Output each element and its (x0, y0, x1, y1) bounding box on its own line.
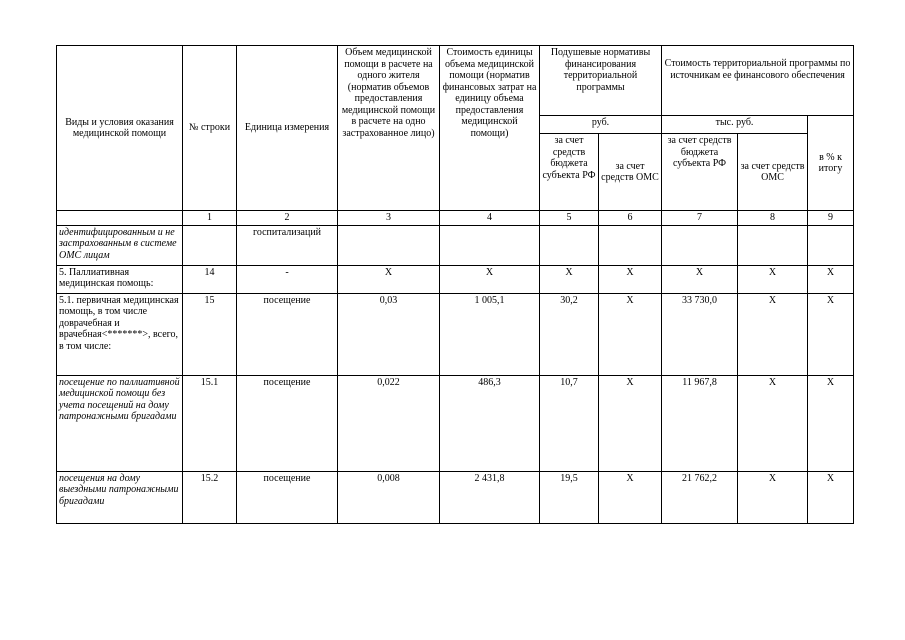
row-label: 5. Паллиативная медицинская помощь: (57, 265, 183, 293)
table-row (57, 293, 854, 375)
column-number-cell: 1 (183, 211, 237, 226)
row-cell: X (808, 293, 854, 375)
column-number-cell: 6 (599, 211, 662, 226)
header-per-capita: Подушевые нормативы финансирования территориальной программы (540, 46, 662, 116)
row-cell: X (738, 265, 808, 293)
row-cell: 15 (183, 293, 237, 375)
row-cell (540, 225, 599, 265)
row-cell (599, 225, 662, 265)
row-cell: X (808, 375, 854, 471)
header-volume: Объем медицинской помощи в расчете на одного жителя (норматив объемов предоставления медицинской помощи в расчете на одно застрахованное лицо) (338, 46, 440, 211)
table-row (57, 225, 854, 265)
row-cell: X (738, 375, 808, 471)
row-cell: X (440, 265, 540, 293)
row-cell: X (599, 265, 662, 293)
row-cell: X (808, 265, 854, 293)
row-cell: 486,3 (440, 375, 540, 471)
header-per-capita-budget: за счет средств бюджета субъекта РФ (540, 134, 599, 211)
row-cell: X (599, 471, 662, 523)
header-percent-total: в % к итогу (808, 116, 854, 211)
row-label: посещения на дому выездными патронажными бригадами (57, 471, 183, 523)
row-cell: госпитализаций (237, 225, 338, 265)
row-cell: X (738, 471, 808, 523)
header-program-cost: Стоимость территориальной программы по источникам ее финансового обеспечения (662, 46, 854, 116)
row-cell: 0,008 (338, 471, 440, 523)
row-cell: посещение (237, 375, 338, 471)
row-cell (662, 225, 738, 265)
header-thousand-rub: тыс. руб. (662, 116, 808, 134)
row-cell: 10,7 (540, 375, 599, 471)
header-per-capita-oms: за счет средств ОМС (599, 134, 662, 211)
column-number-cell: 5 (540, 211, 599, 226)
column-number-cell: 4 (440, 211, 540, 226)
row-cell: X (338, 265, 440, 293)
row-cell: X (738, 293, 808, 375)
row-cell: - (237, 265, 338, 293)
row-cell: 14 (183, 265, 237, 293)
row-cell (440, 225, 540, 265)
table-row (57, 265, 854, 293)
row-cell: 11 967,8 (662, 375, 738, 471)
header-row-1 (57, 46, 854, 116)
column-number-cell (57, 211, 183, 226)
header-unit-cost: Стоимость единицы объема медицинской помощи (норматив финансовых затрат на единицу объема предоставления медицинской помощи) (440, 46, 540, 211)
row-cell: 0,03 (338, 293, 440, 375)
row-cell: X (540, 265, 599, 293)
header-row-number: № строки (183, 46, 237, 211)
row-cell: 21 762,2 (662, 471, 738, 523)
column-number-row (57, 211, 854, 226)
row-cell (183, 225, 237, 265)
row-cell: X (599, 375, 662, 471)
column-number-cell: 7 (662, 211, 738, 226)
header-cost-budget: за счет средств бюджета субъекта РФ (662, 134, 738, 211)
header-cost-oms: за счет средств ОМС (738, 134, 808, 211)
row-cell: посещение (237, 293, 338, 375)
row-cell: X (599, 293, 662, 375)
table-row (57, 471, 854, 523)
row-label: идентифицированным и не застрахованным в системе ОМС лицам (57, 225, 183, 265)
column-number-cell: 3 (338, 211, 440, 226)
row-cell: 30,2 (540, 293, 599, 375)
row-cell: X (662, 265, 738, 293)
header-care-type: Виды и условия оказания медицинской помощи (57, 46, 183, 211)
row-cell: 15.2 (183, 471, 237, 523)
header-unit: Единица измерения (237, 46, 338, 211)
row-cell: X (808, 471, 854, 523)
row-label: посещение по паллиативной медицинской помощи без учета посещений на дому патронажными бригадами (57, 375, 183, 471)
row-cell: 2 431,8 (440, 471, 540, 523)
column-number-cell: 2 (237, 211, 338, 226)
header-rub: руб. (540, 116, 662, 134)
row-cell: 33 730,0 (662, 293, 738, 375)
row-label: 5.1. первичная медицинская помощь, в том числе доврачебная и врачебная<*******>, всего, в том числе: (57, 293, 183, 375)
column-number-cell: 9 (808, 211, 854, 226)
row-cell: 1 005,1 (440, 293, 540, 375)
column-number-cell: 8 (738, 211, 808, 226)
row-cell: посещение (237, 471, 338, 523)
row-cell: 0,022 (338, 375, 440, 471)
row-cell: 15.1 (183, 375, 237, 471)
row-cell (338, 225, 440, 265)
table-row (57, 375, 854, 471)
row-cell: 19,5 (540, 471, 599, 523)
medical-care-table (56, 45, 854, 524)
row-cell (738, 225, 808, 265)
row-cell (808, 225, 854, 265)
